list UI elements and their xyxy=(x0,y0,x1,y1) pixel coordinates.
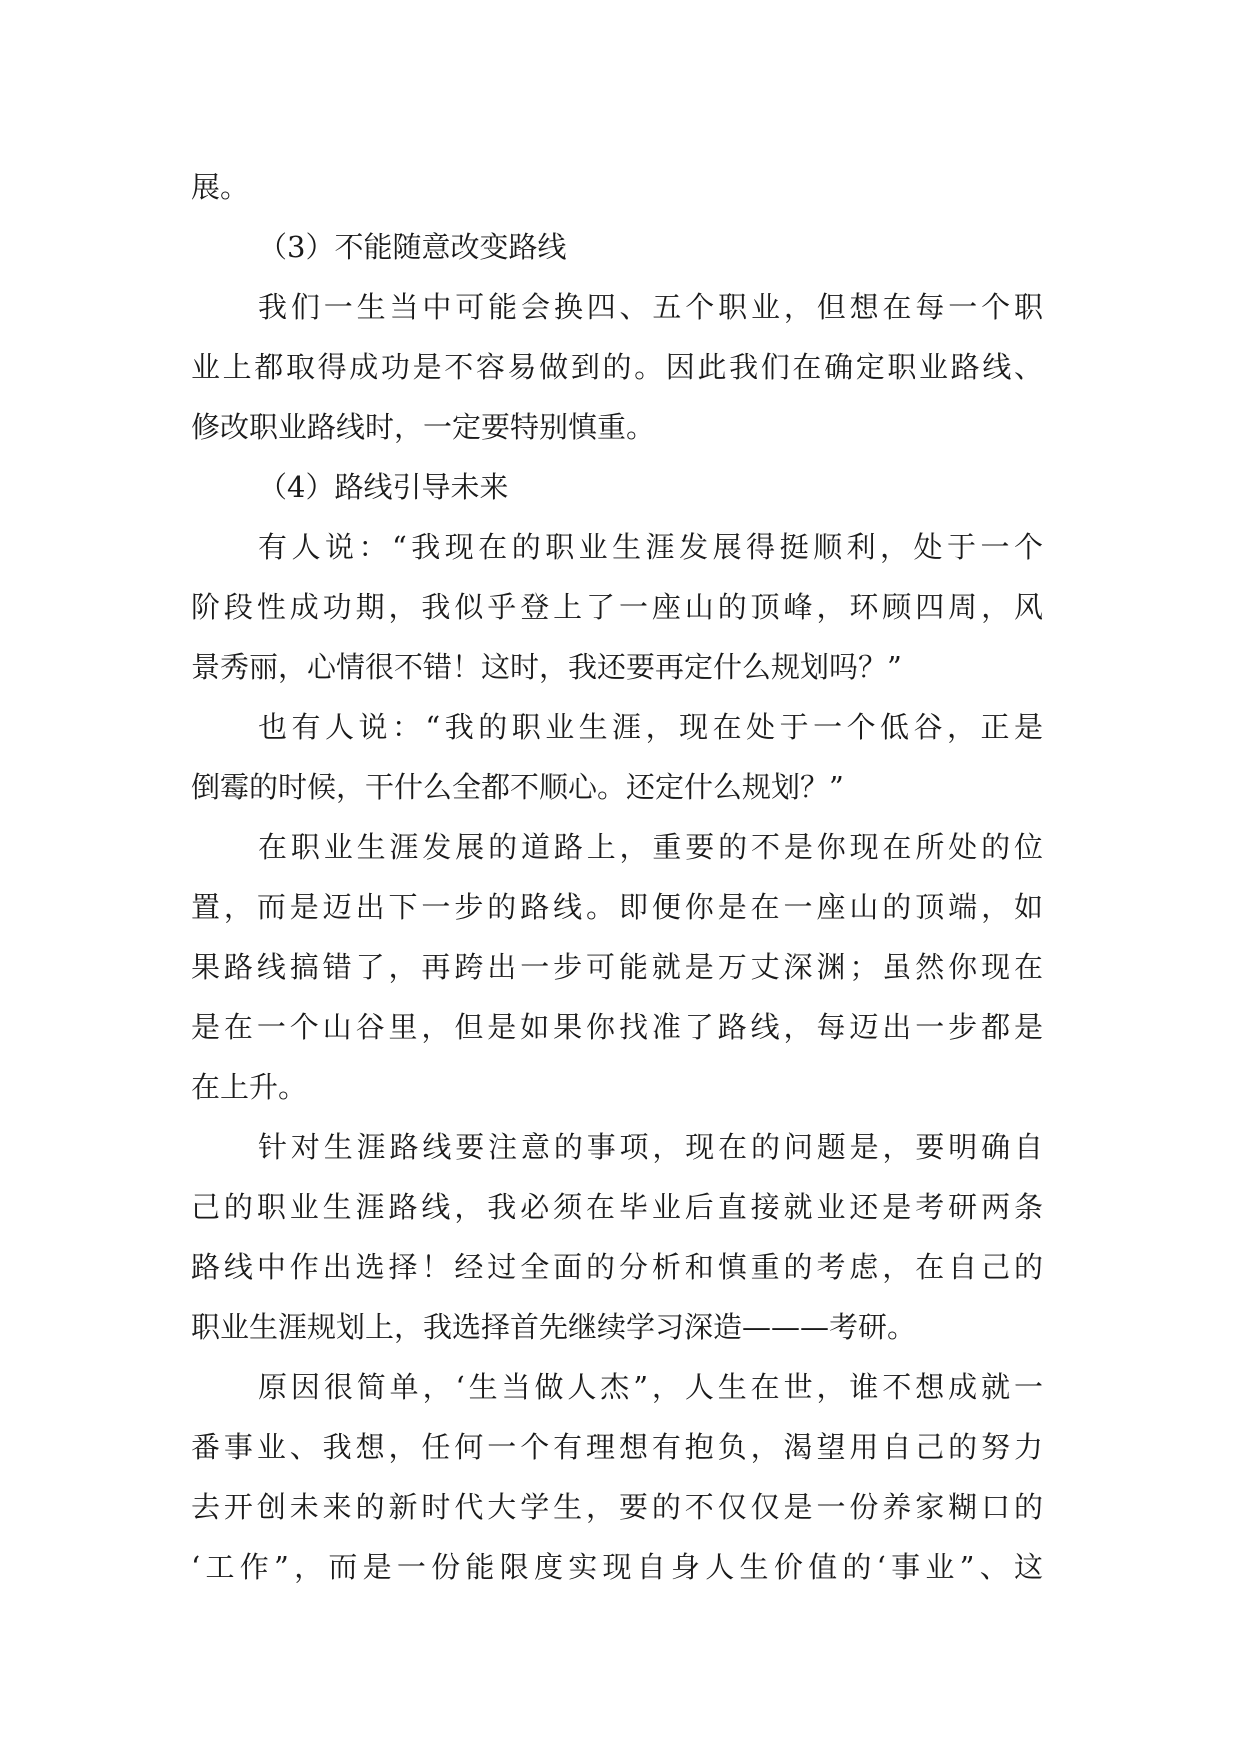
text-line: 也有人说：“我的职业生涯，现在处于一个低谷，正是 xyxy=(258,710,1043,744)
text-line: 在上升。 xyxy=(191,1070,308,1104)
text-line: 有人说：“我现在的职业生涯发展得挺顺利，处于一个 xyxy=(258,530,1043,564)
text-line: 展。 xyxy=(191,170,250,204)
text-line: 番事业、我想，任何一个有理想有抱负，渴望用自己的努力 xyxy=(191,1430,1043,1464)
text-line: 是在一个山谷里，但是如果你找准了路线，每迈出一步都是 xyxy=(191,1010,1043,1044)
text-line: 果路线搞错了，再跨出一步可能就是万丈深渊；虽然你现在 xyxy=(191,950,1043,984)
text-line: 针对生涯路线要注意的事项，现在的问题是，要明确自 xyxy=(258,1130,1043,1164)
text-line: 路线中作出选择！经过全面的分析和慎重的考虑，在自己的 xyxy=(191,1250,1043,1284)
text-line: 阶段性成功期，我似乎登上了一座山的顶峰，环顾四周，风 xyxy=(191,590,1043,624)
text-line: 倒霉的时候，干什么全都不顺心。还定什么规划？” xyxy=(191,770,844,804)
text-line: 我们一生当中可能会换四、五个职业，但想在每一个职 xyxy=(258,290,1043,324)
text-line: 职业生涯规划上，我选择首先继续学习深造———考研。 xyxy=(191,1310,917,1344)
text-line: 业上都取得成功是不容易做到的。因此我们在确定职业路线、 xyxy=(191,350,1043,384)
text-line: 去开创未来的新时代大学生，要的不仅仅是一份养家糊口的 xyxy=(191,1490,1043,1524)
text-line: 原因很简单，‘生当做人杰”，人生在世，谁不想成就一 xyxy=(258,1370,1043,1404)
section-heading: （4）路线引导未来 xyxy=(258,470,509,504)
text-line: 在职业生涯发展的道路上，重要的不是你现在所处的位 xyxy=(258,830,1043,864)
text-line: 置，而是迈出下一步的路线。即便你是在一座山的顶端，如 xyxy=(191,890,1043,924)
section-heading: （3）不能随意改变路线 xyxy=(258,230,567,264)
text-line: 修改职业路线时，一定要特别慎重。 xyxy=(191,410,656,444)
text-line: 己的职业生涯路线，我必须在毕业后直接就业还是考研两条 xyxy=(191,1190,1043,1224)
text-line: ‘工作”，而是一份能限度实现自身人生价值的‘事业”、这 xyxy=(191,1550,1043,1584)
text-line: 景秀丽，心情很不错！这时，我还要再定什么规划吗？” xyxy=(191,650,902,684)
